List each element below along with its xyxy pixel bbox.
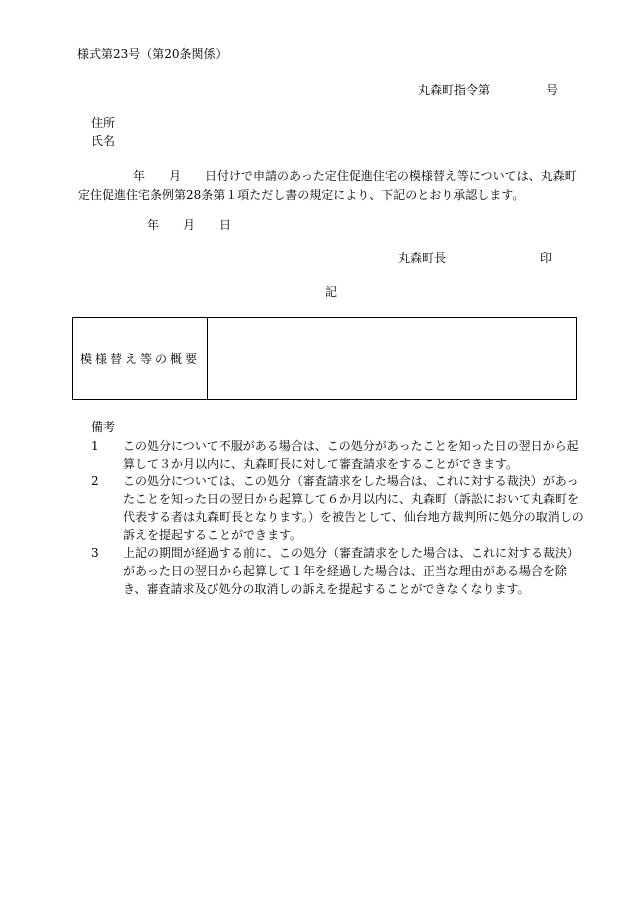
summary-value-cell: [208, 318, 577, 400]
summary-table: [72, 317, 577, 400]
seal-mark: 印: [540, 251, 553, 265]
name-label: 氏名: [91, 134, 116, 148]
notes-title: 備考: [91, 420, 116, 434]
note-item: [91, 544, 585, 598]
notice-number-prefix: 丸森町指令第: [418, 83, 491, 97]
note-number: 2: [91, 474, 99, 488]
notice-number-suffix: 号: [546, 83, 559, 97]
approval-body-text: 年 月 日付けで申請のあった定住促進住宅の模様替え等については、丸森町定住促進住宅条例第28条第１項ただし書の規定により、下記のとおり承認します。: [78, 169, 577, 202]
note-number: 1: [91, 439, 99, 453]
issuer-line: [398, 252, 552, 264]
address-label: 住所: [91, 116, 116, 130]
note-number: 3: [91, 546, 99, 560]
note-text: 上記の期間が経過する前に、この処分（審査請求をした場合は、これに対する裁決）があった日の翌日から起算して１年を経過した場合は、正当な理由がある場合を除き、審査請求及び処分の取消しの訴えを提起することができなくなります。: [123, 546, 580, 596]
issuer-title: 丸森町長: [398, 251, 447, 265]
ki-heading: 記: [325, 285, 338, 299]
issue-date: 年 月 日: [147, 218, 232, 232]
summary-label: 模様替え等の概要: [73, 318, 208, 400]
notice-number: [418, 84, 558, 96]
summary-row: [73, 318, 577, 400]
form-number: 様式第23号（第20条関係）: [77, 47, 228, 61]
note-item: [91, 437, 585, 473]
note-text: この処分について不服がある場合は、この処分があったことを知った日の翌日から起算して３か月以内に、丸森町長に対して審査請求をすることができます。: [123, 439, 579, 471]
note-text: この処分については、この処分（審査請求をした場合は、これに対する裁決）があったことを知った日の翌日から起算して６か月以内に、丸森町（訴訟において丸森町を代表する者は丸森町長となります。）を被告として、仙台地方裁判所に処分の取消しの訴えを提起することができます。: [123, 474, 584, 542]
note-item: [91, 472, 585, 544]
